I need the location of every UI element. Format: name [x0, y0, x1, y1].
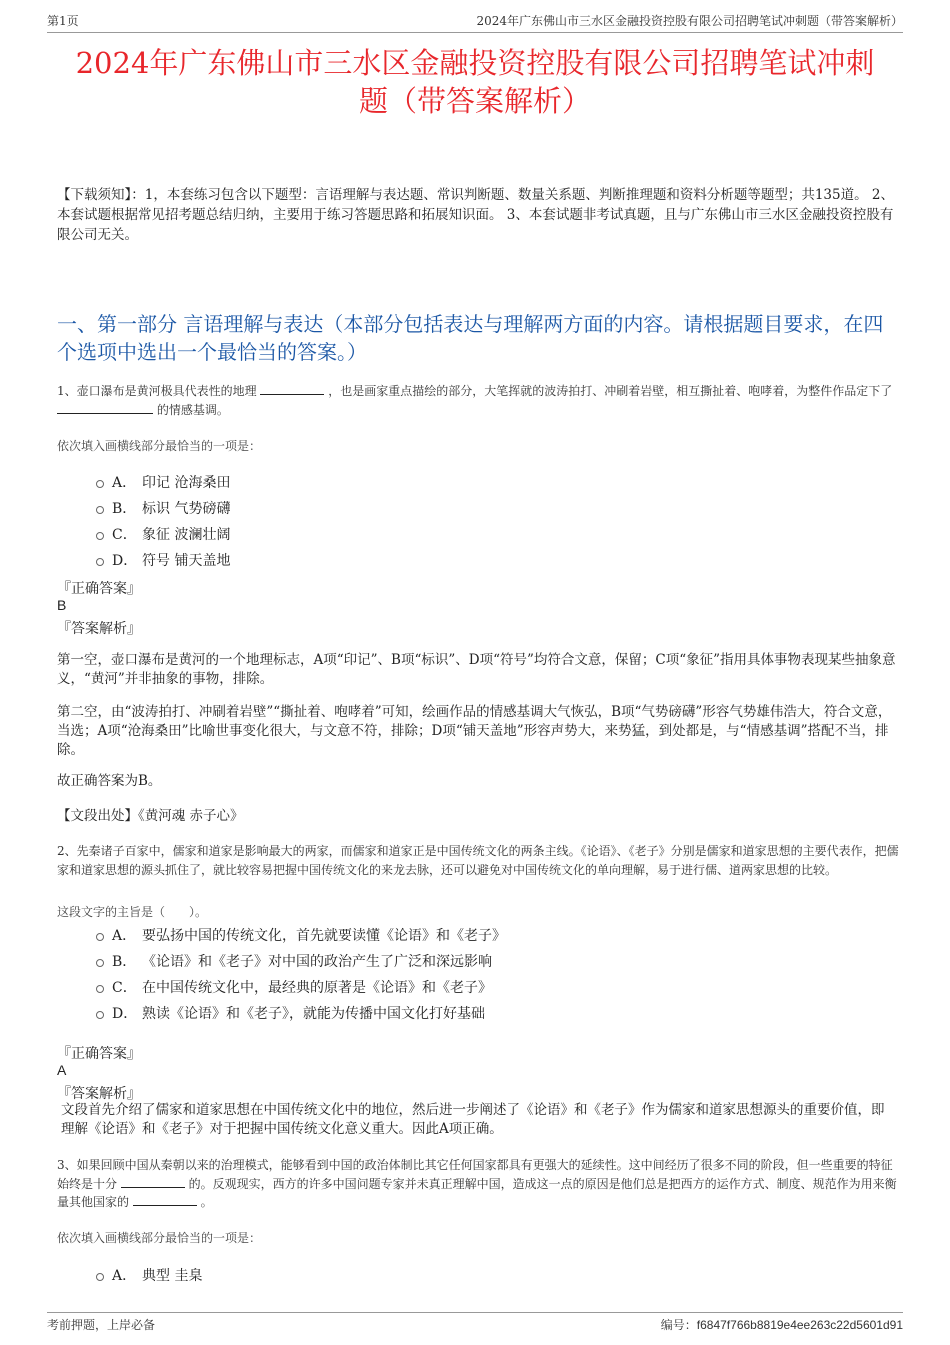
- page-header: [47, 12, 903, 33]
- q1-prompt: 依次填入画横线部分最恰当的一项是：: [57, 439, 262, 453]
- option-text: 要弘扬中国的传统文化，首先就要读懂《论语》和《老子》: [142, 928, 506, 944]
- q2-correct-answer-label: 『正确答案』: [57, 1046, 141, 1062]
- q3-prompt: 依次填入画横线部分最恰当的一项是：: [57, 1231, 262, 1245]
- question-1-stem: [57, 382, 902, 419]
- footer-code: f6847f766b8819e4ee263c22d5601d91: [696, 1318, 903, 1332]
- option-letter: C．: [112, 527, 137, 543]
- radio-icon[interactable]: [96, 558, 104, 566]
- radio-icon[interactable]: [96, 1011, 104, 1019]
- option-text: 熟读《论语》和《老子》，就能为传播中国文化打好基础: [142, 1006, 485, 1022]
- download-notice: 【下载须知】：1，本套练习包含以下题型：言语理解与表达题、常识判断题、数量关系题、判断推理题和资料分析题等题型；共135道。 2、本套试题根据常见招考题总结归纳，主要用于练习答题思路和拓展知识面。 3、本套试题非考试真题，且与广东佛山市三水区金融投资控股有限公司无关。: [57, 187, 894, 243]
- q3-blank-1: [121, 1175, 185, 1188]
- option-text: 在中国传统文化中，最经典的原著是《论语》和《老子》: [142, 980, 492, 996]
- q2-answer: A: [57, 1062, 67, 1078]
- radio-icon[interactable]: [96, 506, 104, 514]
- option-letter: C．: [112, 980, 137, 996]
- q2-analysis-label: 『答案解析』: [57, 1086, 141, 1102]
- q1-source: 【文段出处】《黄河魂 赤子心》: [57, 808, 244, 824]
- radio-icon[interactable]: [96, 933, 104, 941]
- q1-correct-answer-label: 『正确答案』: [57, 581, 141, 597]
- q3-blank-2: [133, 1193, 197, 1206]
- q3-stem-part-a: 3、如果回顾中国从秦朝以来的治理模式，能够看到中国的政治体制比其它任何国家都具有更强大的延续性。这中间经历了很多不同的阶段，但一些重要的特征始终是十分: [57, 1158, 893, 1191]
- option-text: 印记 沧海桑田: [142, 475, 231, 491]
- radio-icon[interactable]: [96, 1273, 104, 1281]
- q1-analysis-p1: 第一空，壶口瀑布是黄河的一个地理标志，A项“印记”、B项“标识”、D项“符号”均符合文意，保留；C项“象征”指用具体事物表现某些抽象意义，“黄河”并非抽象的事物，排除。: [57, 652, 896, 687]
- q1-option-c[interactable]: [96, 524, 230, 544]
- q2-prompt: 这段文字的主旨是（ ）。: [57, 905, 208, 919]
- q3-stem-part-b: 的。反观现实，西方的许多中国问题专家并未真正理解中国，造成这一点的原因是他们总是把西方的运作方式、制度、规范作为用来衡量其他国家的: [57, 1176, 897, 1209]
- footer-code-group: [661, 1316, 903, 1336]
- title-line-2: 题（带答案解析）: [358, 84, 591, 118]
- radio-icon[interactable]: [96, 959, 104, 967]
- q2-option-a[interactable]: [96, 925, 506, 945]
- q1-stem-part-c: 的情感基调。: [156, 402, 229, 417]
- document-title: [40, 44, 910, 120]
- option-text: 典型 圭臬: [142, 1268, 203, 1284]
- q1-blank-1: [260, 382, 324, 395]
- q1-option-b[interactable]: [96, 498, 230, 518]
- q1-option-a[interactable]: [96, 472, 230, 492]
- question-2-stem: 2、先秦诸子百家中，儒家和道家是影响最大的两家，而儒家和道家正是中国传统文化的两条主线。《论语》、《老子》分别是儒家和道家思想的主要代表作，把儒家和道家思想的源头抓住了，就比较容易把握中国传统文化的来龙去脉，还可以避免对中国传统文化的单向理解，易于进行儒、道两家思想的比较。: [57, 844, 899, 877]
- q3-stem-part-c: 。: [200, 1195, 213, 1209]
- header-doc-title: 2024年广东佛山市三水区金融投资控股有限公司招聘笔试冲刺题（带答案解析）: [476, 14, 903, 28]
- page-footer: [47, 1312, 903, 1336]
- q1-analysis-label: 『答案解析』: [57, 621, 141, 637]
- q2-option-b[interactable]: [96, 951, 492, 971]
- option-text: 标识 气势磅礴: [142, 501, 231, 517]
- option-letter: B．: [112, 954, 137, 970]
- q1-option-d[interactable]: [96, 550, 230, 570]
- q1-blank-2: [57, 401, 153, 414]
- q1-analysis-p3: 故正确答案为B。: [57, 773, 162, 789]
- option-text: 符号 铺天盖地: [142, 553, 231, 569]
- q1-answer: B: [57, 597, 67, 613]
- title-line-1: 2024年广东佛山市三水区金融投资控股有限公司招聘笔试冲刺: [75, 46, 875, 80]
- q1-stem-part-a: 1、壶口瀑布是黄河极具代表性的地理: [57, 384, 257, 398]
- q2-analysis: 文段首先介绍了儒家和道家思想在中国传统文化中的地位，然后进一步阐述了《论语》和《老子》作为儒家和道家思想源头的重要价值，即理解《论语》和《老子》对于把握中国传统文化意义重大。因此A项正确。: [61, 1102, 885, 1137]
- radio-icon[interactable]: [96, 532, 104, 540]
- q1-analysis-p2: 第二空，由“波涛拍打、冲刷着岩壁”“撕扯着、咆哮着”可知，绘画作品的情感基调大气恢弘，B项“气势磅礴”形容气势雄伟浩大，符合文意，当选；A项“沧海桑田”比喻世事变化很大，与文意不符，排除；D项“铺天盖地”形容声势大，来势猛，到处都是，与“情感基调”搭配不当，排除。: [57, 704, 892, 758]
- option-text: 象征 波澜壮阔: [142, 527, 231, 543]
- option-letter: D．: [112, 1006, 138, 1022]
- q2-option-d[interactable]: [96, 1003, 485, 1023]
- question-3-stem: [57, 1156, 902, 1212]
- section-heading: 一、第一部分 言语理解与表达（本部分包括表达与理解两方面的内容。请根据题目要求，在四个选项中选出一个最恰当的答案。）: [57, 312, 884, 364]
- option-letter: A．: [112, 1268, 137, 1284]
- option-letter: A．: [112, 475, 137, 491]
- radio-icon[interactable]: [96, 985, 104, 993]
- option-text: 《论语》和《老子》对中国的政治产生了广泛和深远影响: [142, 954, 492, 970]
- q3-option-a[interactable]: [96, 1265, 202, 1285]
- q2-option-c[interactable]: [96, 977, 492, 997]
- option-letter: A．: [112, 928, 137, 944]
- q1-stem-part-b: ，也是画家重点描绘的部分，大笔挥就的波涛拍打、冲刷着岩壁，相互撕扯着、咆哮着，为整件作品定下了: [328, 384, 893, 398]
- radio-icon[interactable]: [96, 480, 104, 488]
- footer-code-label: 编号：: [660, 1318, 697, 1332]
- page-number: 第1页: [47, 14, 79, 28]
- option-letter: D．: [112, 553, 138, 569]
- option-letter: B．: [112, 501, 137, 517]
- footer-slogan: 考前押题，上岸必备: [47, 1318, 156, 1332]
